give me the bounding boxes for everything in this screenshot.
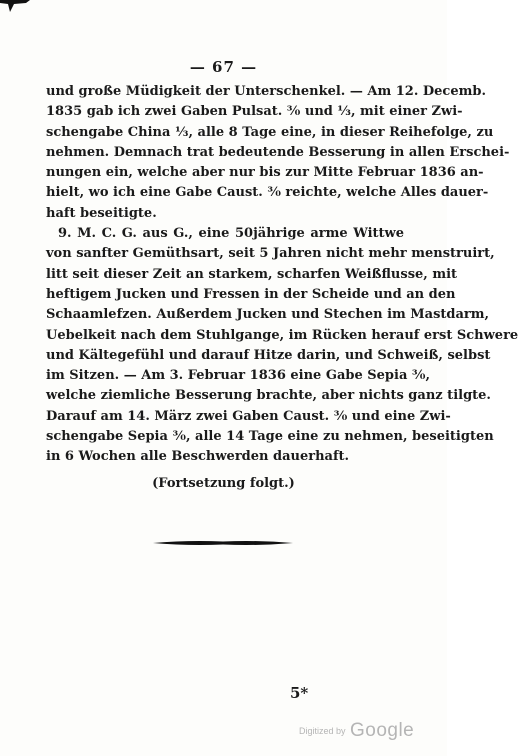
text-line: hielt, wo ich eine Gabe Caust. ³⁄₀ reichte, welche Alles dauer- bbox=[46, 185, 489, 201]
page-number: — 67 — bbox=[189, 58, 258, 76]
watermark-prefix: Digitized by bbox=[299, 726, 346, 736]
text-line: 1835 gab ich zwei Gaben Pulsat. ³⁄₀ und ¹⁄₃, mit einer Zwi- bbox=[46, 104, 463, 120]
text-line: schengabe China ¹⁄₃, alle 8 Tage eine, in dieser Reihefolge, zu bbox=[46, 124, 494, 140]
corner-mark bbox=[0, 0, 30, 14]
paragraph-2 bbox=[46, 224, 518, 468]
digitized-watermark bbox=[299, 720, 414, 742]
text-line: und Kältegefühl und darauf Hitze darin, und Schweiß, selbst bbox=[46, 347, 491, 363]
text-line: schengabe Sepia ³⁄₀, alle 14 Tage eine zu nehmen, beseitigten bbox=[46, 429, 494, 445]
text-line: in 6 Wochen alle Beschwerden dauerhaft. bbox=[46, 449, 350, 465]
text-line: im Sitzen. — Am 3. Februar 1836 eine Gabe Sepia ³⁄₀, bbox=[46, 368, 430, 384]
signature-mark: 5* bbox=[290, 684, 309, 702]
paragraph-1 bbox=[46, 82, 510, 224]
text-line: nungen ein, welche aber nur bis zur Mitte Februar 1836 an- bbox=[46, 165, 484, 181]
ornamental-rule bbox=[153, 540, 293, 546]
text-line: 9. M. C. G. aus G., eine 50jährige arme Wittwe bbox=[58, 226, 404, 242]
text-line: Schaamlefzen. Außerdem Jucken und Stechen im Mastdarm, bbox=[46, 307, 490, 323]
text-line: nehmen. Demnach trat bedeutende Besserung in allen Erschei- bbox=[46, 144, 510, 160]
continuation-note: (Fortsetzung folgt.) bbox=[152, 476, 295, 491]
text-line: Uebelkeit nach dem Stuhlgange, im Rücken herauf erst Schwere bbox=[46, 327, 518, 343]
body-text bbox=[46, 82, 518, 468]
text-line: und große Müdigkeit der Unterschenkel. — Am 12. Decemb. bbox=[46, 84, 486, 99]
text-line: haft beseitigte. bbox=[46, 205, 157, 221]
text-line: heftigem Jucken und Fressen in der Scheide und an den bbox=[46, 286, 456, 302]
watermark-logo: Google bbox=[349, 720, 415, 741]
text-line: Darauf am 14. März zwei Gaben Caust. ³⁄₀ und eine Zwi- bbox=[46, 408, 451, 424]
text-line: welche ziemliche Besserung brachte, aber nichts ganz tilgte. bbox=[46, 388, 491, 404]
text-line: litt seit dieser Zeit an starkem, scharfen Weißflusse, mit bbox=[46, 266, 458, 282]
text-line: von sanfter Gemüthsart, seit 5 Jahren nicht mehr menstruirt, bbox=[46, 246, 495, 262]
